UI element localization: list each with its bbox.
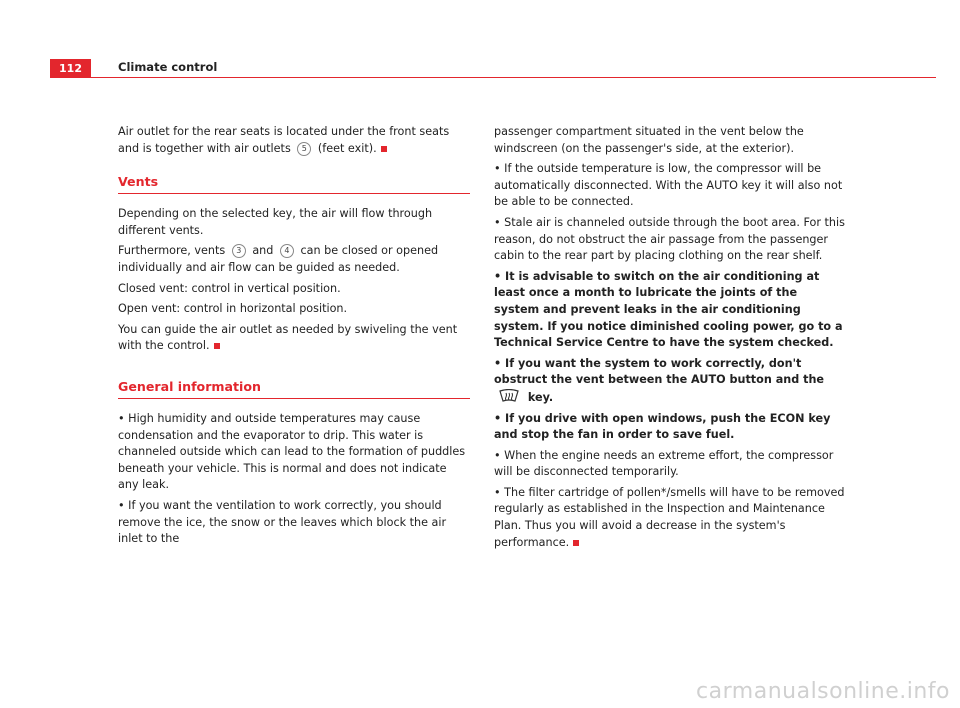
chapter-title: Climate control <box>118 60 218 74</box>
right-p5-text-a: • If you want the system to work correctly, don't obstruct the vent between the AUTO button and the <box>494 356 825 387</box>
page-number: 112 <box>50 59 91 78</box>
intro-paragraph <box>118 124 470 157</box>
watermark: carmanualsonline.info <box>696 679 950 704</box>
vents-p2-text-mid: and <box>252 244 274 258</box>
intro-text-a: Air outlet for the rear seats is located under the front seats and is together with air outlets <box>118 125 450 155</box>
section-end-icon <box>214 343 220 349</box>
vent-3-badge: 3 <box>232 244 246 258</box>
vent-4-badge: 4 <box>280 244 294 258</box>
vents-p2-text-b: can be closed or opened individually and air flow can be guided as needed. <box>118 244 439 274</box>
header-divider <box>50 77 936 78</box>
right-paragraph-3: • Stale air is channeled outside through the boot area. For this reason, do not obstruct the air passage from the passenger cabin to the rear part by placing clothing on the rear shelf. <box>494 215 845 263</box>
general-paragraph-2: • If you want the ventilation to work correctly, you should remove the ice, the snow or the leaves which block the air inlet to the <box>118 498 447 546</box>
general-paragraph-1: • High humidity and outside temperatures may cause condensation and the evaporator to drip. This water is channeled outside which can lead to the formation of puddles beneath your vehicle. This is normal and does not indicate any leak. <box>118 411 466 492</box>
right-column <box>494 124 846 555</box>
windscreen-defrost-icon <box>498 389 520 403</box>
section-end-icon <box>381 146 387 152</box>
right-paragraph-2: • If the outside temperature is low, the compressor will be automatically disconnected. With the AUTO key it will also not be able to be connected. <box>494 162 843 209</box>
vents-paragraph-5 <box>118 322 470 355</box>
vents-paragraph-2 <box>118 243 470 276</box>
vents-heading: Vents <box>118 174 470 194</box>
vents-paragraph-3: Closed vent: control in vertical position. <box>118 281 341 295</box>
right-paragraph-5 <box>494 356 846 407</box>
vents-p5-text: You can guide the air outlet as needed by swiveling the vent with the control. <box>118 322 458 353</box>
vents-paragraph-1: Depending on the selected key, the air will flow through different vents. <box>118 207 433 237</box>
vents-paragraph-4: Open vent: control in horizontal position. <box>118 302 348 316</box>
general-info-heading: General information <box>118 379 470 399</box>
right-p5-text-b: key. <box>527 390 554 404</box>
intro-text-b: (feet exit). <box>317 141 377 155</box>
left-column <box>118 124 470 552</box>
air-outlet-5-badge: 5 <box>297 142 311 156</box>
vents-p2-text-a: Furthermore, vents <box>118 244 226 258</box>
right-p8-text: • The filter cartridge of pollen*/smells will have to be removed regularly as established in the Inspection and Maintenance Plan. Thus you will avoid a decrease in the system's performance. <box>494 485 845 549</box>
right-paragraph-1: passenger compartment situated in the vent below the windscreen (on the passenger's side, at the exterior). <box>494 125 804 155</box>
right-paragraph-7: • When the engine needs an extreme effort, the compressor will be disconnected temporarily. <box>494 448 834 479</box>
section-end-icon <box>573 540 579 546</box>
right-paragraph-4: • It is advisable to switch on the air conditioning at least once a month to lubricate the joints of the system and prevent leaks in the air conditioning system. If you notice diminished cooling power, go to a Technical Service Centre to have the system checked. <box>494 269 843 350</box>
right-paragraph-6: • If you drive with open windows, push the ECON key and stop the fan in order to save fuel. <box>494 411 831 442</box>
right-paragraph-8 <box>494 485 846 551</box>
